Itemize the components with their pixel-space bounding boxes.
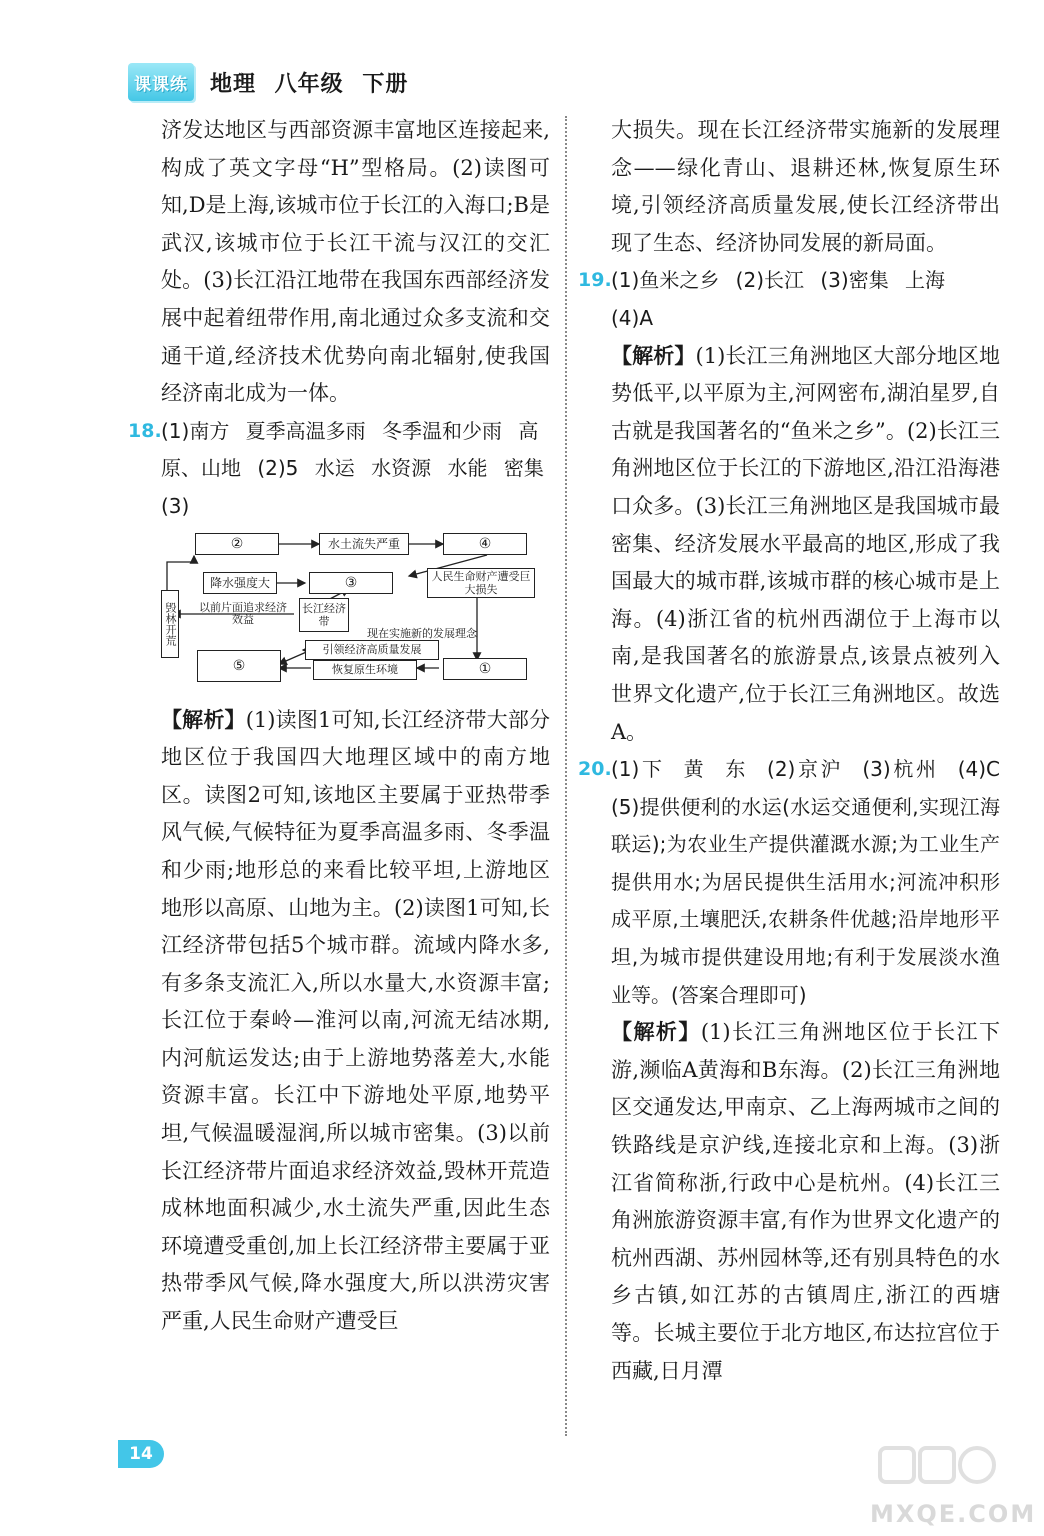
q18-part3-label: (3) xyxy=(161,493,190,518)
box-soil-erosion: 水土流失严重 xyxy=(319,533,409,555)
box-guide-development: 引领经济高质量发展 xyxy=(305,640,439,660)
q18-answer: (1)南方 夏季高温多雨 冬季温和少雨 高原、山地 (2)5 水运 水资源 水能 密集 xyxy=(161,418,544,481)
q20-analysis-text: (1)长江三角洲地区位于长江下游,濒临A黄海和B东海。(2)长江三角洲地区交通发达,甲南京、乙上海两城市之间的铁路线是京沪线,连接北京和上海。(3)浙江省简称浙,行政中心是杭州。(4)长江三角洲旅游资源丰富,有作为世界文化遗产的杭州西湖、苏州园林等,还有别具特色的水乡古镇,如江苏的古镇周庄,浙江的西塘等。长城主要位于北方地区,布达拉宫位于西藏,日月潭 xyxy=(611,1020,1000,1383)
q18-analysis xyxy=(130,702,550,1341)
box-4: ④ xyxy=(443,533,527,555)
box-life-loss: 人民生命财产遭受巨大损失 xyxy=(427,568,535,598)
q20-answer: (1)下 黄 东 (2)京沪 (3)杭州 (4)C (5)提供便利的水运(水运交通便利,实现江海联运);为农业生产提供灌溉水源;为工业生产提供用水;为居民提供生活用水;河流冲积形成平原,土壤肥沃,农耕条件优越;沿岸地形平坦,为城市提供建设用地;有利于发展淡水渔业等。(答案合理即可) xyxy=(611,757,1000,1007)
question-20 xyxy=(580,751,1000,1390)
brand-char-3: 练 xyxy=(170,74,188,95)
question-18 xyxy=(130,413,550,526)
brand-logo xyxy=(128,63,194,101)
box-restore-environment: 恢复原生环境 xyxy=(313,660,417,680)
q17-continued-text: 济发达地区与西部资源丰富地区连接起来,构成了英文字母“H”型格局。(2)读图可知,D是上海,该城市位于长江的入海口;B是武汉,该城市位于长江干流与汉江的交汇处。(3)长江沿江地带在我国东西部经济发展中起着纽带作用,南北通过众多支流和交通干道,经济技术优势向南北辐射,使我国经济南北成为一体。 xyxy=(161,118,550,406)
flow-diagram xyxy=(161,532,551,694)
box-1: ① xyxy=(443,658,527,680)
q18-continued-text: 大损失。现在长江经济带实施新的发展理念——绿化青山、退耕还林,恢复原生环境,引领经济高质量发展,使长江经济带出现了生态、经济协同发展的新局面。 xyxy=(611,118,1000,255)
question-19 xyxy=(580,262,1000,751)
analysis-tag: 【解析】 xyxy=(611,1020,701,1045)
box-2: ② xyxy=(195,533,279,555)
question-number: 19. xyxy=(578,269,612,292)
q20-analysis xyxy=(611,1014,1000,1390)
box-5: ⑤ xyxy=(197,650,281,682)
analysis-tag: 【解析】 xyxy=(611,343,696,368)
brand-char-1: 课 xyxy=(134,74,152,95)
box-yangtze-belt: 长江经济带 xyxy=(299,598,349,632)
box-heavy-rain: 降水强度大 xyxy=(203,572,277,594)
q19-analysis xyxy=(611,338,1000,752)
watermark-text: MXQE.COM xyxy=(870,1500,1037,1528)
analysis-tag: 【解析】 xyxy=(161,707,246,732)
right-column xyxy=(580,112,1000,1390)
label-new-concept: 现在实施新的发展理念 xyxy=(367,626,477,640)
box-3: ③ xyxy=(309,572,393,594)
question-number: 20. xyxy=(578,758,612,781)
question-number: 18. xyxy=(128,419,162,442)
left-column xyxy=(130,112,550,1341)
page-header xyxy=(128,62,408,102)
column-divider xyxy=(565,116,567,1436)
q18-analysis-text: (1)读图1可知,长江经济带大部分地区位于我国四大地理区域中的南方地区。读图2可知,该地区主要属于亚热带季风气候,气候特征为夏季高温多雨、冬季温和少雨;地形总的来看比较平坦,上游地区地形以高原、山地为主。(2)读图1可知,长江经济带包括5个城市群。流域内降水多,有多条支流汇入,所以水量大,水资源丰富;长江位于秦岭—淮河以南,河流无结冰期,内河航运发达;由于上游地势落差大,水能资源丰富。长江中下游地处平原,地势平坦,气候温暖湿润,所以城市密集。(3)以前长江经济带片面追求经济效益,毁林开荒造成林地面积减少,水土流失严重,因此生态环境遭受重创,加上长江经济带主要属于亚热带季风气候,降水强度大,所以洪涝灾害严重,人民生命财产遭受巨 xyxy=(161,707,550,1334)
label-past-pursuit: 以前片面追求经济效益 xyxy=(199,600,287,626)
page-number: 14 xyxy=(118,1440,164,1468)
q19-analysis-text: (1)长江三角洲地区大部分地区地势低平,以平原为主,河网密布,湖泊星罗,自古就是我国著名的“鱼米之乡”。(2)长江三角洲地区位于长江的下游地区,沿江沿海港口众多。(3)长江三角洲地区是我国城市最密集、经济发展水平最高的地区,形成了我国最大的城市群,该城市群的核心城市是上海。(4)浙江省的杭州西湖位于上海市以南,是我国著名的旅游景点,该景点被列入世界文化遗产,位于长江三角洲地区。故选A。 xyxy=(611,343,1000,744)
q19-answer: (1)鱼米之乡 (2)长江 (3)密集 上海 (4)A xyxy=(611,268,946,330)
book-title: 地理 八年级 下册 xyxy=(210,71,409,97)
box-deforestation: 毁林开荒 xyxy=(161,590,179,658)
brand-char-2: 课 xyxy=(152,74,170,95)
